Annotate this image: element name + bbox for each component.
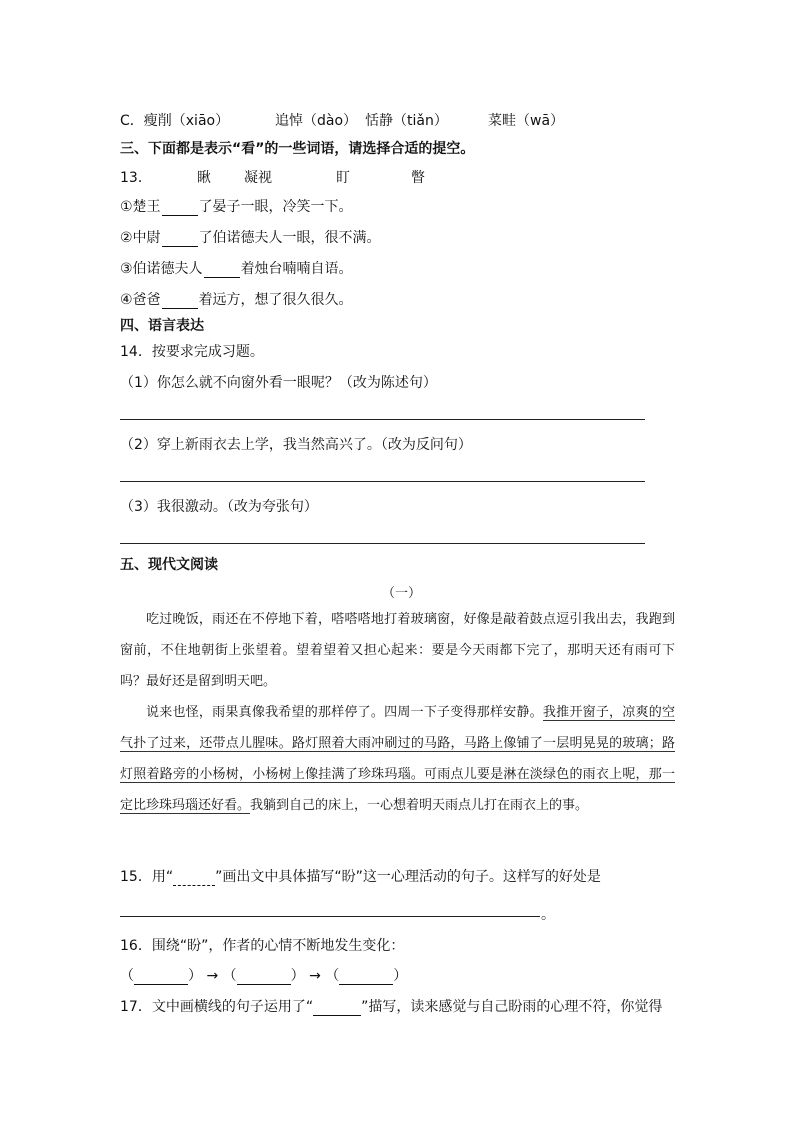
section5-heading: 五、现代文阅读 — [120, 557, 218, 573]
q17 — [120, 998, 662, 1016]
paren-open: （ — [120, 968, 134, 984]
option-c-1: C．瘦削（xiāo） — [120, 113, 230, 129]
q17-blank[interactable] — [313, 1001, 361, 1016]
sentence-suffix: 了晏子一眼，冷笑一下。 — [198, 199, 353, 215]
q13-word-1: 瞅 — [197, 170, 211, 186]
passage-part-label: （一） — [382, 586, 422, 601]
sentence-prefix: ④爸爸 — [120, 292, 161, 308]
answer-line-3[interactable] — [120, 543, 645, 544]
q16-answer-row — [120, 967, 407, 985]
q15-start: 15．用“ — [120, 869, 174, 885]
section4-heading: 四、语言表达 — [120, 318, 204, 334]
q15-answer-line[interactable] — [120, 916, 540, 917]
mood-blank-1[interactable] — [134, 970, 188, 985]
q15 — [120, 868, 601, 886]
q17-rest: ”描写，读来感觉与自己盼雨的心理不符，你觉得 — [361, 999, 663, 1015]
q13-number: 13． — [120, 170, 152, 186]
q15-rest: ”画出文中具体描写“盼”这一心理活动的句子。这样写的好处是 — [215, 869, 601, 885]
q13-word-4: 瞥 — [411, 170, 425, 186]
paragraph-2-end: 我躺到自己的床上，一心想着明天雨点儿打在雨衣上的事。 — [250, 798, 589, 813]
q14-prompt: 14．按要求完成习题。 — [120, 344, 264, 360]
mood-blank-3[interactable] — [339, 970, 393, 985]
q17-start: 17．文中画横线的句子运用了“ — [120, 999, 314, 1015]
q13-sentence-2 — [120, 229, 381, 247]
option-c-4: 菜畦（wā） — [488, 113, 565, 129]
wavy-line-sample — [173, 871, 215, 886]
answer-blank[interactable] — [162, 201, 198, 216]
option-c-3: 恬静（tiǎn） — [365, 113, 448, 129]
underlined-sentence: 我推开窗子，凉爽的空气扑了过来，还带点儿腥味。路灯照着大雨冲刷过的马路，马路上像铺了一层明晃晃的玻璃；路灯照着路旁的小杨树，小杨树上像挂满了珍珠玛瑙。可雨点儿要是淋在淡绿色的雨衣上呢，那一定比珍珠玛瑙还好看。 — [120, 705, 675, 813]
q13-sentence-4 — [120, 291, 353, 309]
answer-blank[interactable] — [162, 232, 198, 247]
paragraph-2-intro: 说来也怪，雨果真像我希望的那样停了。四周一下子变得那样安静。 — [146, 705, 543, 720]
q15-period: 。 — [541, 907, 555, 923]
q13-sentence-3 — [120, 260, 353, 278]
sentence-suffix: 了伯诺德夫人一眼，很不满。 — [198, 230, 381, 246]
sentence-suffix: 着远方，想了很久很久。 — [198, 292, 353, 308]
q14-sub-3: （3）我很激动。（改为夸张句） — [120, 499, 318, 515]
q16-prompt: 16．围绕“盼”，作者的心情不断地发生变化： — [120, 938, 405, 954]
q14-sub-2: （2）穿上新雨衣去上学，我当然高兴了。（改为反问句） — [120, 437, 472, 453]
q14-sub-1: （1）你怎么就不向窗外看一眼呢？（改为陈述句） — [120, 375, 437, 391]
sentence-prefix: ②中尉 — [120, 230, 161, 246]
passage-paragraph-2 — [120, 697, 675, 821]
sentence-prefix: ③伯诺德夫人 — [120, 261, 203, 277]
paren-close: ） — [393, 968, 408, 984]
sentence-suffix: 着烛台喃喃自语。 — [240, 261, 353, 277]
q13-sentence-1 — [120, 198, 353, 216]
mood-blank-2[interactable] — [237, 970, 291, 985]
passage-paragraph-1: 吃过晚饭，雨还在不停地下着，嗒嗒嗒地打着玻璃窗，好像是敲着鼓点逗引我出去，我跑到窗前，不住地朝街上张望着。望着望着又担心起来：要是今天雨都下完了，那明天还有雨可下吗？最好还是留到明天吧。 — [120, 612, 675, 689]
answer-blank[interactable] — [204, 263, 240, 278]
reading-passage — [120, 604, 675, 821]
answer-line-2[interactable] — [120, 481, 645, 482]
paren-open: （ — [325, 968, 340, 984]
paren-close: ） — [188, 968, 202, 984]
q13-word-3: 盯 — [336, 170, 350, 186]
paren-open: （ — [222, 968, 237, 984]
paren-close: ） — [290, 968, 305, 984]
q13-word-2: 凝视 — [244, 170, 272, 186]
arrow-icon: → — [206, 968, 219, 984]
answer-line-1[interactable] — [120, 419, 645, 420]
option-c-2: 追悼（dào） — [275, 113, 358, 129]
section3-heading: 三、下面都是表示“看”的一些词语，请选择合适的提空。 — [120, 141, 475, 157]
answer-blank[interactable] — [162, 294, 198, 309]
arrow-icon: → — [309, 968, 321, 984]
sentence-prefix: ①楚王 — [120, 199, 161, 215]
